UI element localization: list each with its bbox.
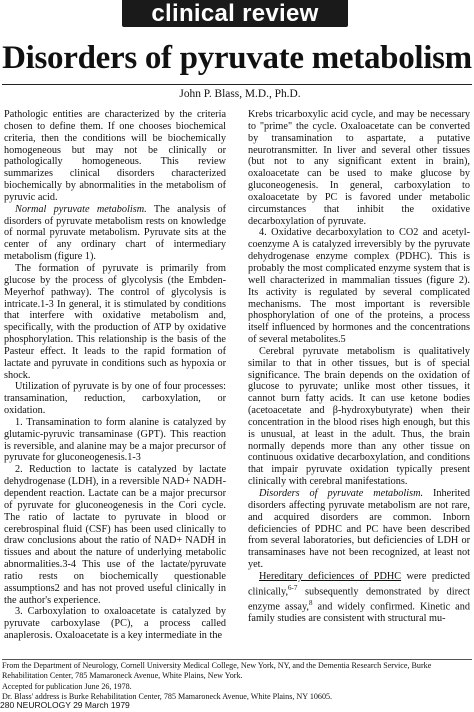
section-banner [0,0,474,30]
footnote-address: Dr. Blass' address is Burke Rehabilitation Center, 785 Mamaroneck Avenue, White Plains, NY 10605. [2,692,333,702]
subheading: Hereditary deficiences of PDHC [259,570,402,582]
footnotes [2,661,472,703]
paragraph: 2. Reduction to lactate is catalyzed by lactate dehydrogenase (LDH), in a reversible NAD+ NADH-dependent reaction. Lactate can be a major precursor of pyruvate for gluconeogenesis in the Cori cycle. The ratio of lactate to pyruvate in blood or cerebrospinal fluid (CSF) has been used clinically to draw conclusions about the ratio of NAD+ NADH in tissues and about the nature of underlying metabolic abnormalities.3-4 This use of the lactate/pyruvate ratio rests on biochemically questionable assumptions2 and has not proved useful clinically in the author's experience. [4,464,226,606]
page-footer: 280 NEUROLOGY 29 March 1979 [0,700,130,710]
article-title: Disorders of pyruvate metabolism [2,40,472,76]
title-divider [2,84,472,85]
paragraph: Cerebral pyruvate metabolism is qualitatively similar to that in other tissues, but is of special significance. The brain depends on the oxidation of glucose to pyruvate; unlike most other tissues, it cannot burn fatty acids. It can use ketone bodies (acetoacetate and β-hydroxybutyrate) when their concentration in the blood rises high enough, but this is unusual, at least in the adult. Thus, the brain normally depends more than any other tissue on continuous oxidative decarboxylation, and conditions that impair pyruvate oxidation typically present clinically with cerebral manifestations. [248,345,470,488]
footnote-divider [2,659,472,660]
right-column [248,109,470,625]
subheading: Disorders of pyruvate metabolism. [259,488,424,499]
paragraph: The formation of pyruvate is primarily from glucose by the process of glycolysis (the Embden-Meyerhof pathway). The control of glycolysis is intricate.1-3 In general, it is stimulated by conditions that interfere with oxidative metabolism and, specifically, with the production of ATP by oxidative phosphorylation. This relationship is the basis of the Pasteur effect. It leads to the rapid formation of lactate and pyruvate in conditions such as hypoxia or shock. [4,262,226,381]
paragraph: Hereditary deficiences of PDHC were predicted clinically,$^{6-7}$ subsequently demonstrated by direct enzyme assay,$^8$ and widely confirmed. Kinetic and family studies are consistent with structural mu- [248,570,470,625]
paragraph: 4. Oxidative decarboxylation to CO2 and acetyl-coenzyme A is catalyzed irreversibly by the pyruvate dehydrogenase enzyme complex (PDHC). This is probably the most complicated enzyme system that is well characterized in mammalian tissues (figure 2). Its activity is regulated by several complicated mechanisms. The most important is reversible phosphorylation of one of the proteins, a process itself influenced by hormones and the concentrations of several metabolites.5 [248,227,470,346]
paragraph: Disorders of pyruvate metabolism. Inherited disorders affecting pyruvate metabolism are not rare, and acquired disorders are common. Inborn deficiencies of PDHC and PC have been described from several laboratories, but deficiencies of LDH or transaminases have not been recognized, at least not yet. [248,488,471,571]
paragraph: 1. Transamination to form alanine is catalyzed by glutamic-pyruvic transaminase (GPT). This reaction is reversible, and alanine may be a major precursor of pyruvate for gluconeogenesis.1-3 [4,416,226,464]
article-author: John P. Blass, M.D., Ph.D. [179,88,301,100]
paragraph: Krebs tricarboxylic acid cycle, and may be necessary to "prime" the cycle. Oxaloacetate can be converted by transamination to aspartate, a putative neurotransmitter. In liver and several other tissues (but not to any significant extent in brain), oxaloacetate can be used to make glucose by gluconeogenesis. In general, carboxylation to oxaloacetate by PC is favored under metabolic circumstances that inhibit the oxidative decarboxylation of pyruvate. [248,109,470,227]
footnote-affiliation: From the Department of Neurology, Cornell University Medical College, New York, NY, and the Dementia Research Service, Burke Rehabilitation Center, 785 Mamaroneck Avenue, White Plains, New York. [2,661,432,681]
section-label: clinical review [151,0,319,27]
paragraph: Pathologic entities are characterized by the criteria chosen to define them. If one chooses biochemical criteria, then the conditions will be biochemically homogeneous but may not be clinically or pathologically homogeneous. This review summarizes clinical disorders characterized biochemically by abnormalities in the metabolism of pyruvic acid. [4,109,226,203]
paragraph: 3. Carboxylation to oxaloacetate is catalyzed by pyruvate carboxylase (PC), a process called anaplerosis. Oxaloacetate is a key intermediate in the [4,606,226,642]
subheading: Normal pyruvate metabolism. [15,203,147,215]
paragraph: Normal pyruvate metabolism. The analysis of disorders of pyruvate metabolism rests on knowledge of normal pyruvate metabolism. Pyruvate sits at the center of any ordinary chart of intermediary metabolism (figure 1). [4,203,227,263]
left-column [4,109,226,642]
footnote-accepted: Accepted for publication June 26, 1978. [2,681,132,691]
paragraph: Utilization of pyruvate is by one of four processes: transamination, reduction, carboxylation, or oxidation. [4,381,226,417]
